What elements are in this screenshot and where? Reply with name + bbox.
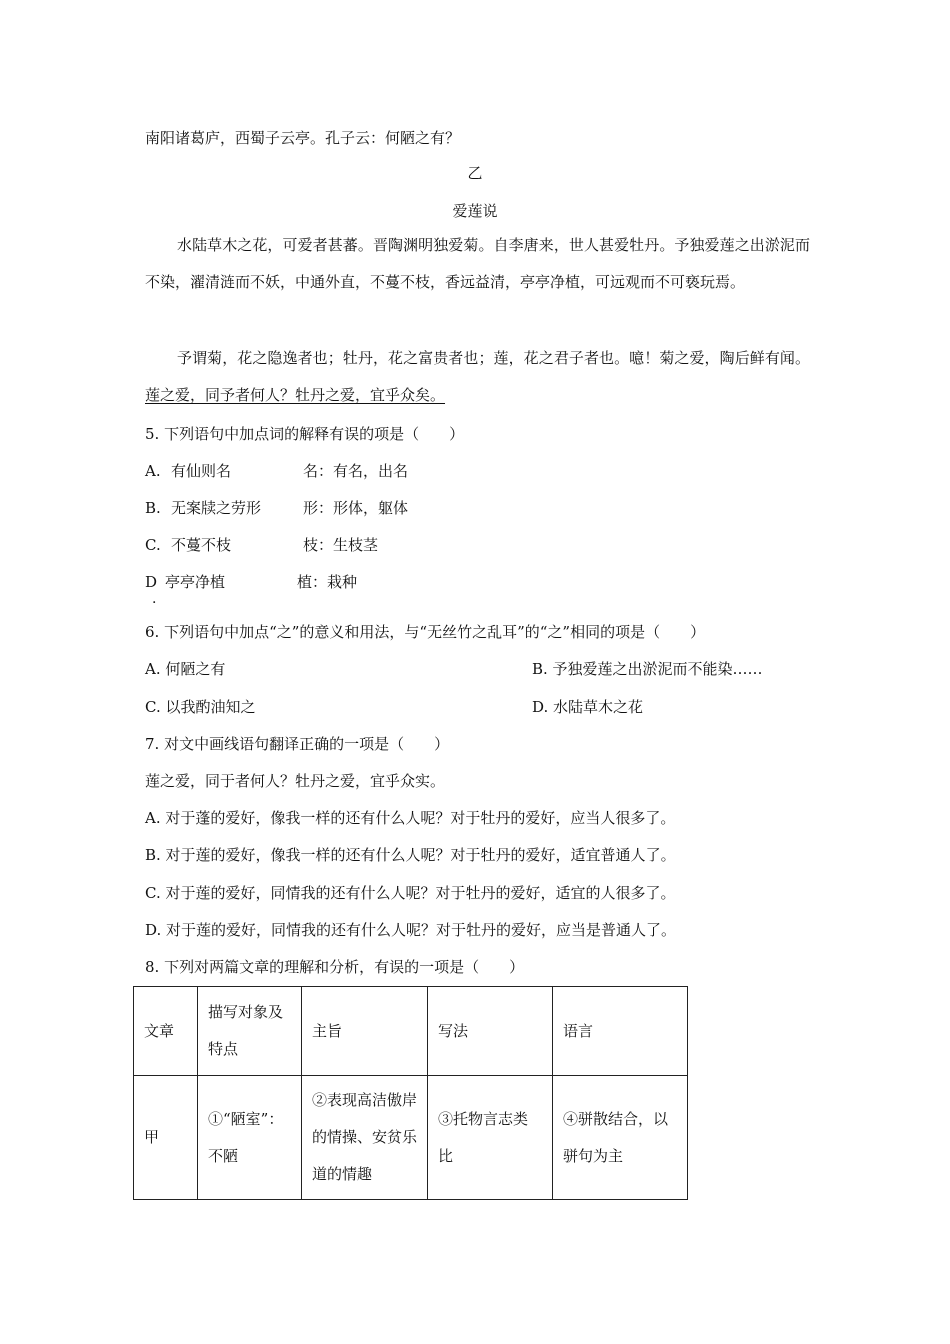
- q7-option-c: C. 对于莲的爱好，同情我的还有什么人呢？对于牡丹的爱好，适宜的人很多了。: [145, 884, 676, 902]
- q5-option-c: C. 不蔓不枝 枝：生枝茎: [145, 536, 379, 554]
- q5-option-a: A. 有仙则名 名：有名，出名: [145, 462, 409, 480]
- table-row: [134, 1076, 688, 1200]
- underlined-sentence: 莲之爱，同予者何人？牡丹之爱，宜乎众矣。: [145, 386, 446, 404]
- emphasis-dot: ·: [152, 595, 157, 611]
- table-cell: ④骈散结合，以骈句为主: [553, 1076, 688, 1200]
- q6-option-c: C. 以我酌油知之: [145, 698, 256, 716]
- passage-jia-ending: 南阳诸葛庐，西蜀子云亭。孔子云：何陋之有？: [145, 129, 461, 147]
- q5-stem: 5. 下列语句中加点词的解释有误的项是（ ）: [145, 425, 465, 443]
- passage-yi-paragraph-2: [145, 340, 810, 414]
- q5-option-b: B. 无案牍之劳形 形：形体，躯体: [145, 499, 409, 517]
- q6-option-d: D. 水陆草木之花: [532, 698, 644, 716]
- table-cell: ②表现高洁傲岸的情操、安贫乐道的情趣: [302, 1076, 428, 1200]
- q7-option-d: D. 对于莲的爱好，同情我的还有什么人呢？对于牡丹的爱好，应当是普通人了。: [145, 921, 677, 939]
- passage-yi-label: 乙: [467, 164, 483, 182]
- q7-option-a: A. 对于蓬的爱好，像我一样的还有什么人呢？对于牡丹的爱好，应当人很多了。: [145, 809, 676, 827]
- passage-yi-title: 爱莲说: [452, 202, 498, 220]
- passage-yi-paragraph-1: 水陆草木之花，可爱者甚蕃。晋陶渊明独爱菊。自李唐来，世人甚爱牡丹。予独爱莲之出淤泥而不染，濯清涟而不妖，中通外直，不蔓不枝，香远益清，亭亭净植，可远观而不可亵玩焉。: [145, 236, 810, 291]
- q7-quote: 莲之爱，同于者何人？牡丹之爱，宜乎众实。: [145, 772, 446, 790]
- table-cell: 描写对象及特点: [198, 987, 302, 1076]
- table-cell: 主旨: [302, 987, 428, 1076]
- paragraph-2-plain: 予谓菊，花之隐逸者也；牡丹，花之富贵者也；莲，花之君子者也。噫！菊之爱，陶后鲜有闻。: [177, 349, 810, 367]
- table-cell: ③托物言志类比: [428, 1076, 553, 1200]
- q5-option-d: D 亭亭净植 植：栽种: [145, 573, 358, 591]
- table-cell: 语言: [553, 987, 688, 1076]
- q8-stem: 8. 下列对两篇文章的理解和分析，有误的一项是（ ）: [145, 958, 525, 976]
- table-header-row: [134, 987, 688, 1076]
- table-cell: 写法: [428, 987, 553, 1076]
- table-cell: 文章: [134, 987, 198, 1076]
- analysis-table: [133, 986, 688, 1200]
- table-cell: 甲: [134, 1076, 198, 1200]
- q6-stem: 6. 下列语句中加点“之”的意义和用法，与“无丝竹之乱耳”的“之”相同的项是（ ）: [145, 623, 706, 641]
- q6-option-a: A. 何陋之有: [145, 660, 226, 678]
- q6-option-b: B. 予独爱莲之出淤泥而不能染……: [532, 660, 763, 678]
- q7-stem: 7. 对文中画线语句翻译正确的一项是（ ）: [145, 735, 450, 753]
- table-cell: ①“陋室”：不陋: [198, 1076, 302, 1200]
- q7-option-b: B. 对于莲的爱好，像我一样的还有什么人呢？对于牡丹的爱好，适宜普通人了。: [145, 846, 676, 864]
